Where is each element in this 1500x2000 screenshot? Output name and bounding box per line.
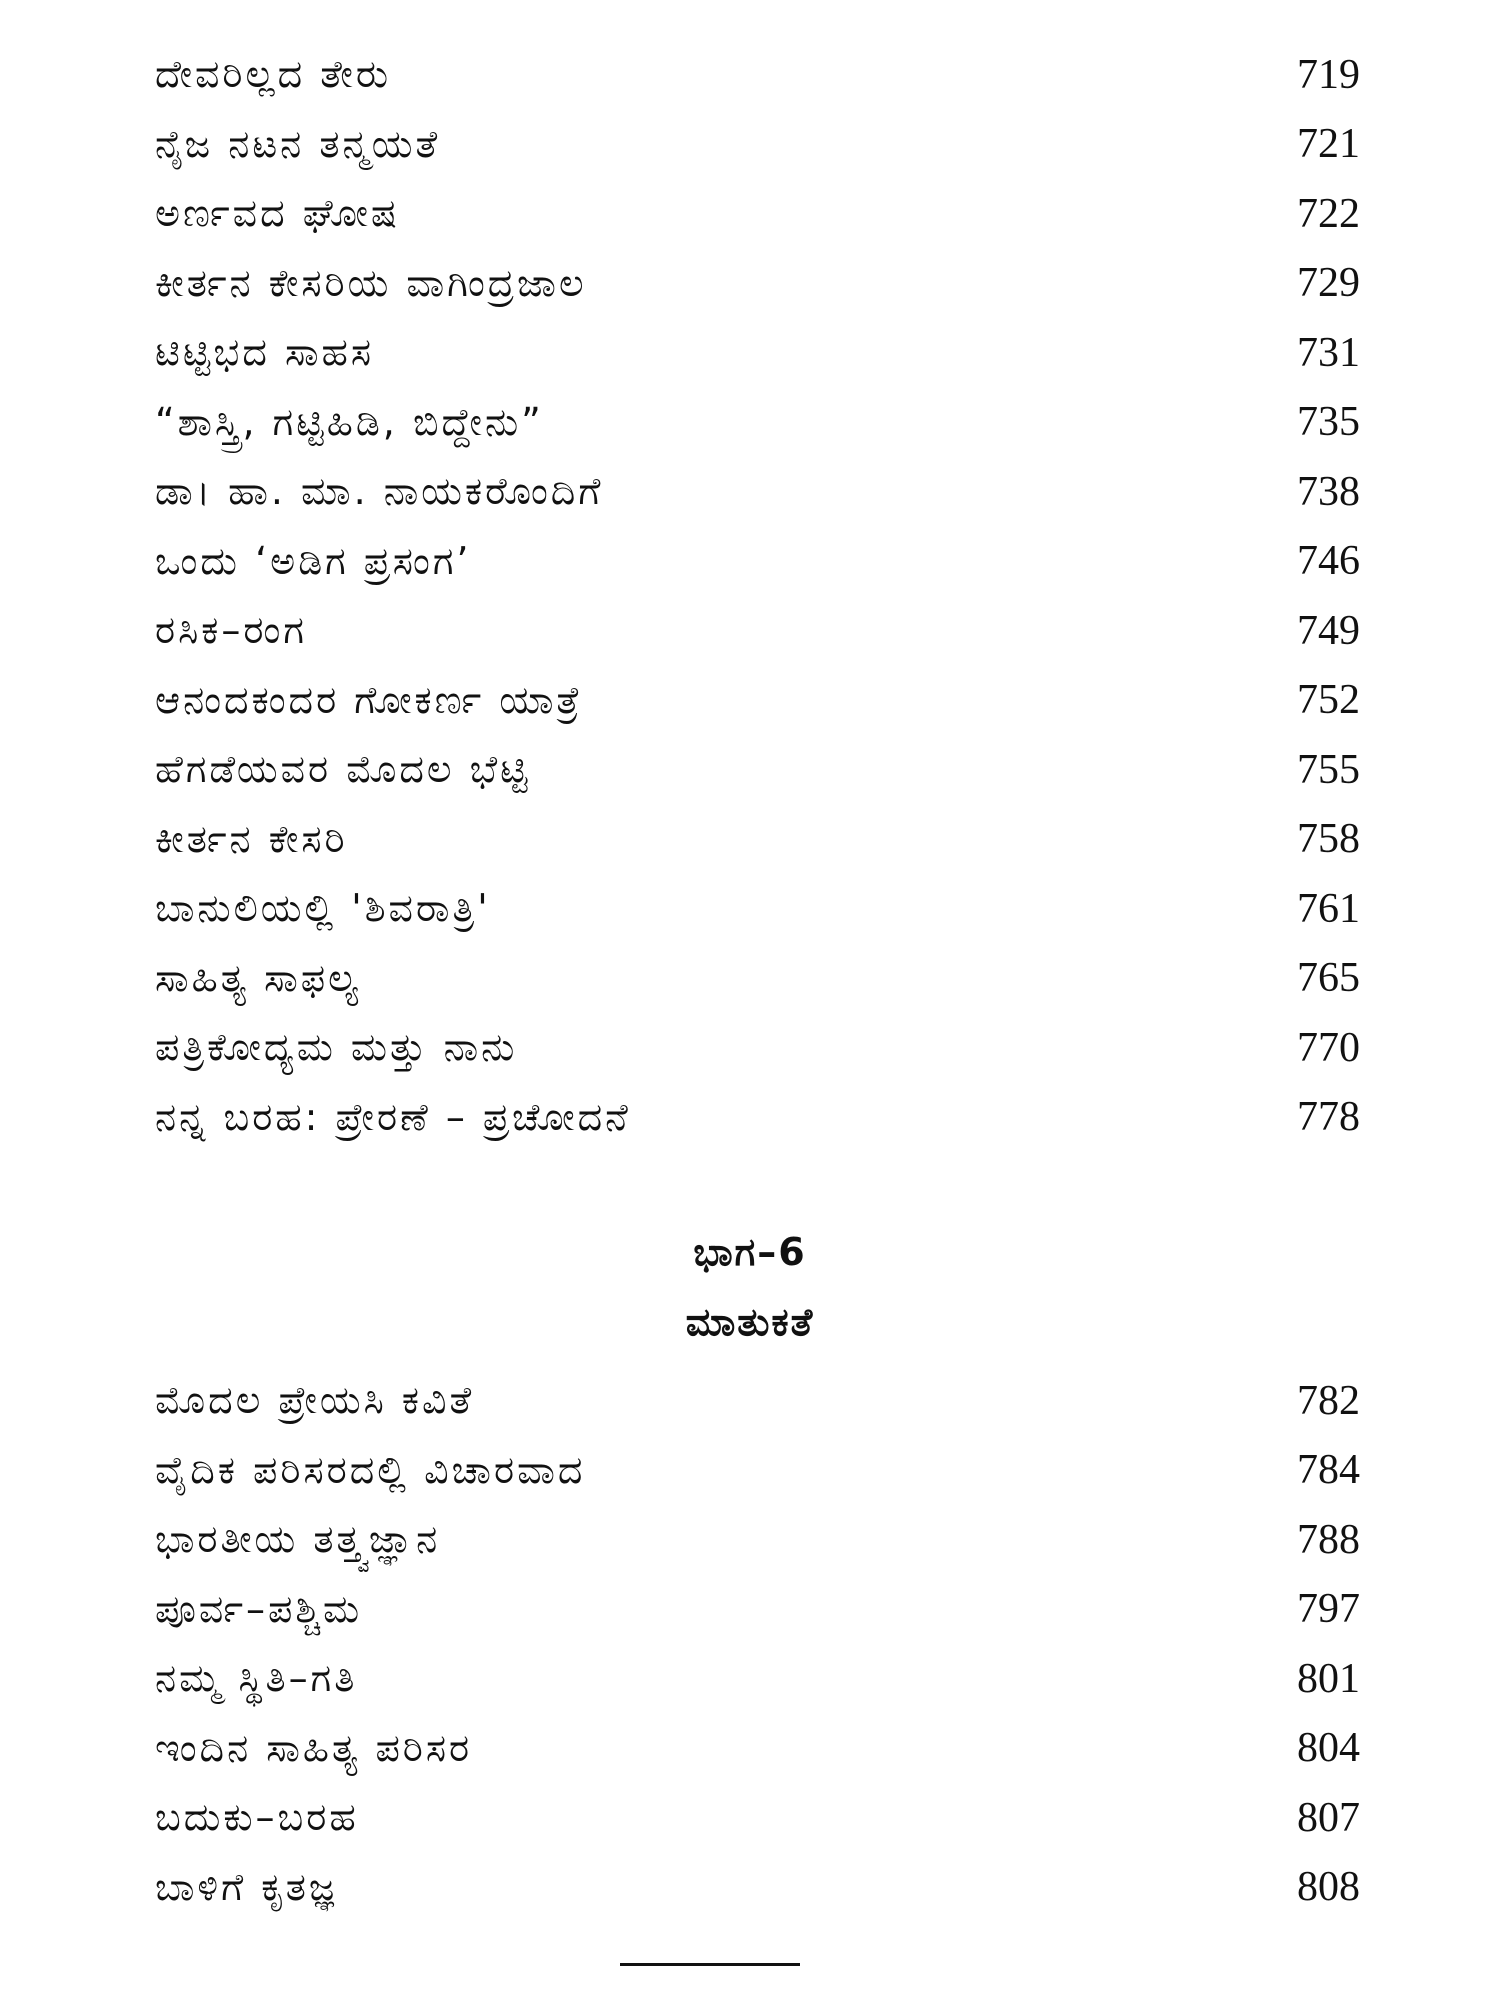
entry-page-number: 788 (1297, 1516, 1360, 1563)
toc-entry (155, 179, 1360, 249)
entry-page-number: 719 (1297, 51, 1360, 98)
toc-list-part-6 (155, 1366, 1360, 1922)
entry-page-number: 782 (1297, 1377, 1360, 1424)
entry-page-number: 761 (1297, 885, 1360, 932)
entry-title: ಪತ್ರಿಕೋದ್ಯಮ ಮತ್ತು ನಾನು (155, 1025, 518, 1070)
toc-entry (155, 1505, 1360, 1575)
entry-title: ಹೆಗಡೆಯವರ ಮೊದಲ ಭೆಟ್ಟಿ (155, 747, 531, 792)
entry-page-number: 721 (1297, 121, 1360, 168)
entry-title: ಇಂದಿನ ಸಾಹಿತ್ಯ ಪರಿಸರ (155, 1725, 473, 1770)
entry-page-number: 731 (1297, 329, 1360, 376)
toc-entry (155, 388, 1360, 458)
entry-page-number: 807 (1297, 1794, 1360, 1841)
entry-page-number: 749 (1297, 607, 1360, 654)
toc-entry (155, 457, 1360, 527)
entry-page-number: 808 (1297, 1864, 1360, 1911)
entry-title: ಕೀರ್ತನ ಕೇಸರಿ (155, 816, 348, 861)
toc-entry (155, 1013, 1360, 1083)
toc-entry (155, 805, 1360, 875)
toc-entry (155, 40, 1360, 110)
entry-title: ಒಂದು ‘ಅಡಿಗ ಪ್ರಸಂಗ’ (155, 538, 472, 583)
entry-title: ರಸಿಕ–ರಂಗ (155, 608, 307, 653)
entry-page-number: 765 (1297, 955, 1360, 1002)
entry-title: ಬಾನುಲಿಯಲ್ಲಿ 'ಶಿವರಾತ್ರಿ' (155, 886, 491, 931)
entry-page-number: 755 (1297, 746, 1360, 793)
entry-page-number: 752 (1297, 677, 1360, 724)
toc-entry (155, 1083, 1360, 1153)
entry-page-number: 770 (1297, 1024, 1360, 1071)
toc-entry (155, 110, 1360, 180)
entry-page-number: 738 (1297, 468, 1360, 515)
entry-page-number: 778 (1297, 1094, 1360, 1141)
entry-page-number: 797 (1297, 1586, 1360, 1633)
entry-title: ನೈಜ ನಟನ ತನ್ಮಯತೆ (155, 121, 441, 166)
toc-entry (155, 944, 1360, 1014)
toc-entry (155, 666, 1360, 736)
toc-entry (155, 1366, 1360, 1436)
toc-entry (155, 1783, 1360, 1853)
entry-title: ದೇವರಿಲ್ಲದ ತೇರು (155, 52, 392, 97)
entry-title: ವೈದಿಕ ಪರಿಸರದಲ್ಲಿ ವಿಚಾರವಾದ (155, 1447, 586, 1492)
toc-entry (155, 1575, 1360, 1645)
entry-title: ಸಾಹಿತ್ಯ ಸಾಫಲ್ಯ (155, 955, 361, 1000)
toc-entry (155, 1644, 1360, 1714)
toc-entry (155, 735, 1360, 805)
toc-entry (155, 527, 1360, 597)
entry-page-number: 801 (1297, 1655, 1360, 1702)
entry-title: ಬಾಳಿಗೆ ಕೃತಜ್ಞ (155, 1864, 338, 1909)
end-divider-rule (620, 1963, 800, 1966)
toc-entry (155, 318, 1360, 388)
toc-entry (155, 874, 1360, 944)
entry-page-number: 735 (1297, 399, 1360, 446)
entry-page-number: 784 (1297, 1447, 1360, 1494)
entry-page-number: 729 (1297, 260, 1360, 307)
toc-entry (155, 596, 1360, 666)
entry-title: ಬದುಕು–ಬರಹ (155, 1795, 359, 1840)
entry-title: ನನ್ನ ಬರಹ: ಪ್ರೇರಣೆ – ಪ್ರಚೋದನೆ (155, 1094, 631, 1139)
toc-entry (155, 249, 1360, 319)
entry-title: ಟಿಟ್ಟಿಭದ ಸಾಹಸ (155, 330, 375, 375)
part-title-heading: ಮಾತುಕತೆ (685, 1300, 815, 1344)
entry-page-number: 746 (1297, 538, 1360, 585)
entry-page-number: 758 (1297, 816, 1360, 863)
toc-entry (155, 1436, 1360, 1506)
entry-title: ಅರ್ಣವದ ಘೋಷ (155, 191, 400, 236)
entry-title: ನಮ್ಮ ಸ್ಥಿತಿ–ಗತಿ (155, 1656, 358, 1701)
entry-title: “ಶಾಸ್ತ್ರಿ, ಗಟ್ಟಿಹಿಡಿ, ಬಿದ್ದೇನು” (155, 399, 544, 444)
entry-title: ಕೀರ್ತನ ಕೇಸರಿಯ ವಾಗಿಂದ್ರಜಾಲ (155, 260, 587, 305)
toc-list-part-5 (155, 40, 1360, 1152)
part-number-heading: ಭಾಗ–6 (693, 1230, 807, 1274)
entry-title: ಆನಂದಕಂದರ ಗೋಕರ್ಣ ಯಾತ್ರೆ (155, 677, 583, 722)
entry-page-number: 722 (1297, 190, 1360, 237)
entry-title: ಭಾರತೀಯ ತತ್ತ್ವಜ್ಞಾನ (155, 1517, 441, 1562)
toc-entry (155, 1853, 1360, 1923)
entry-title: ಮೊದಲ ಪ್ರೇಯಸಿ ಕವಿತೆ (155, 1378, 475, 1423)
entry-page-number: 804 (1297, 1725, 1360, 1772)
entry-title: ಪೂರ್ವ–ಪಶ್ಚಿಮ (155, 1586, 363, 1631)
entry-title: ಡಾ। ಹಾ. ಮಾ. ನಾಯಕರೊಂದಿಗೆ (155, 469, 604, 514)
toc-entry (155, 1714, 1360, 1784)
